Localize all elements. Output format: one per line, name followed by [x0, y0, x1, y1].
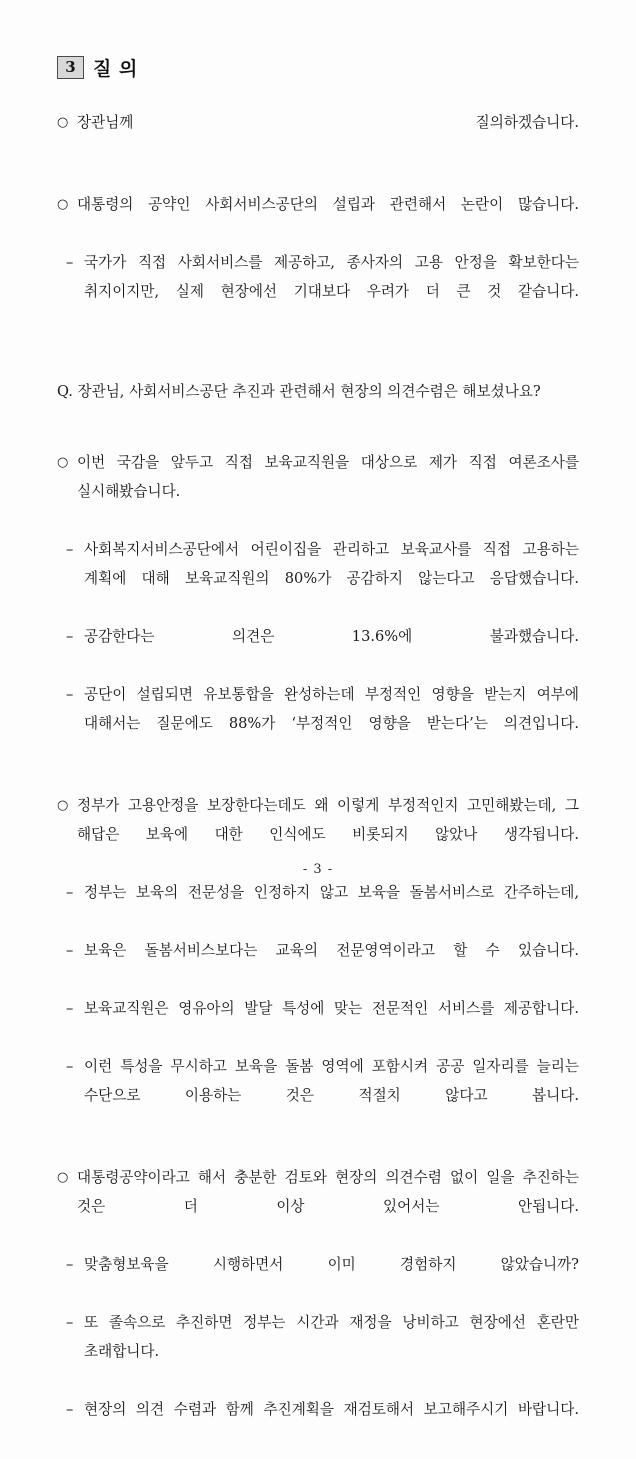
- sub-bullet-item: [57, 994, 579, 1052]
- sub-bullet-item: [57, 1308, 579, 1395]
- paragraph-block: [57, 190, 579, 335]
- circle-bullet-icon: ○: [57, 798, 69, 813]
- dash-bullet-icon: –: [66, 942, 74, 959]
- dash-bullet-icon: –: [66, 628, 74, 645]
- circle-bullet-icon: ○: [57, 115, 69, 130]
- sub-bullet-item: [57, 1250, 579, 1308]
- dash-bullet-icon: –: [66, 1314, 74, 1331]
- block-spacer: [57, 172, 579, 190]
- document-body: [57, 108, 579, 1459]
- dash-bullet-icon: –: [66, 254, 74, 271]
- line-text: 사회복지서비스공단에서 어린이집을 관리하고 보육교사를 직접 고용하는 계획에 대해 보육교직원의 80%가 공감하지 않는다고 응답했습니다.: [84, 541, 579, 587]
- line-text: 이런 특성을 무시하고 보육을 돌봄 영역에 포함시켜 공공 일자리를 늘리는 수단으로 이용하는 것은 적절치 않다고 봅니다.: [84, 1058, 579, 1104]
- bullet-item: [57, 1163, 579, 1250]
- block-spacer: [57, 341, 579, 377]
- paragraph-block: [57, 108, 579, 166]
- paragraph-block: [57, 1163, 579, 1453]
- line-text: 정부가 고용안정을 보장한다는데도 왜 이렇게 부정적인지 고민해봤는데, 그 해답은 보육에 대한 인식에도 비롯되지 않았나 생각됩니다.: [77, 797, 579, 843]
- dash-bullet-icon: –: [66, 884, 74, 901]
- line-text: Q. 장관님, 사회서비스공단 추진과 관련해서 현장의 의견수렴은 해보셨나요?: [57, 383, 541, 400]
- dash-bullet-icon: –: [66, 1401, 74, 1418]
- block-spacer: [57, 412, 579, 448]
- block-spacer: [57, 773, 579, 791]
- section-heading: [57, 54, 138, 81]
- paragraph-block: [57, 377, 579, 406]
- circle-bullet-icon: ○: [57, 455, 69, 470]
- line-text: 국가가 직접 사회서비스를 제공하고, 종사자의 고용 안정을 확보한다는 취지이지만, 실제 현장에선 기대보다 우려가 더 큰 것 같습니다.: [84, 254, 579, 300]
- line-text: 맞춤형보육을 시행하면서 이미 경험하지 않았습니까?: [84, 1256, 579, 1273]
- sub-bullet-item: [57, 680, 579, 767]
- sub-bullet-item: [57, 878, 579, 936]
- sub-bullet-item: [57, 936, 579, 994]
- page-title: 질 의: [93, 58, 138, 80]
- line-text: 또 졸속으로 추진하면 정부는 시간과 재정을 낭비하고 현장에선 혼란만 초래합니다.: [84, 1314, 579, 1360]
- dash-bullet-icon: –: [66, 1256, 74, 1273]
- paragraph-block: [57, 448, 579, 767]
- line-text: 대통령의 공약인 사회서비스공단의 설립과 관련해서 논란이 많습니다.: [77, 196, 579, 213]
- page-number: - 3 -: [302, 862, 334, 877]
- sub-bullet-item: [57, 622, 579, 680]
- sub-bullet-item: [57, 535, 579, 622]
- line-text: 이번 국감을 앞두고 직접 보육교직원을 대상으로 제가 직접 여론조사를 실시해봤습니다.: [77, 454, 579, 500]
- line-text: 보육교직원은 영유아의 발달 특성에 맞는 전문적인 서비스를 제공합니다.: [84, 1000, 579, 1017]
- bullet-item: [57, 108, 579, 166]
- line-text: 보육은 돌봄서비스보다는 교육의 전문영역이라고 할 수 있습니다.: [84, 942, 579, 959]
- paragraph-block: [57, 791, 579, 1139]
- line-text: 공단이 설립되면 유보통합을 완성하는데 부정적인 영향을 받는지 여부에 대해서는 질문에도 88%가 ‘부정적인 영향을 받는다’는 의견입니다.: [84, 686, 579, 732]
- dash-bullet-icon: –: [66, 686, 74, 703]
- dash-bullet-icon: –: [66, 541, 74, 558]
- line-text: 장관님께 질의하겠습니다.: [77, 114, 579, 131]
- sub-bullet-item: [57, 248, 579, 335]
- block-spacer: [57, 1145, 579, 1163]
- dash-bullet-icon: –: [66, 1000, 74, 1017]
- circle-bullet-icon: ○: [57, 197, 69, 212]
- sub-bullet-item: [57, 1395, 579, 1453]
- section-number-badge: 3: [57, 56, 84, 79]
- line-text: 현장의 의견 수렴과 함께 추진계획을 재검토해서 보고해주시기 바랍니다.: [84, 1401, 579, 1418]
- bullet-item: [57, 448, 579, 535]
- line-text: 정부는 보육의 전문성을 인정하지 않고 보육을 돌봄서비스로 간주하는데,: [84, 884, 579, 901]
- circle-bullet-icon: ○: [57, 1170, 69, 1185]
- line-text: 대통령공약이라고 해서 충분한 검토와 현장의 의견수렴 없이 일을 추진하는 것은 더 이상 있어서는 안됩니다.: [77, 1169, 579, 1215]
- dash-bullet-icon: –: [66, 1058, 74, 1075]
- question-line: [57, 377, 579, 406]
- bullet-item: [57, 190, 579, 248]
- line-text: 공감한다는 의견은 13.6%에 불과했습니다.: [84, 628, 579, 645]
- sub-bullet-item: [57, 1052, 579, 1139]
